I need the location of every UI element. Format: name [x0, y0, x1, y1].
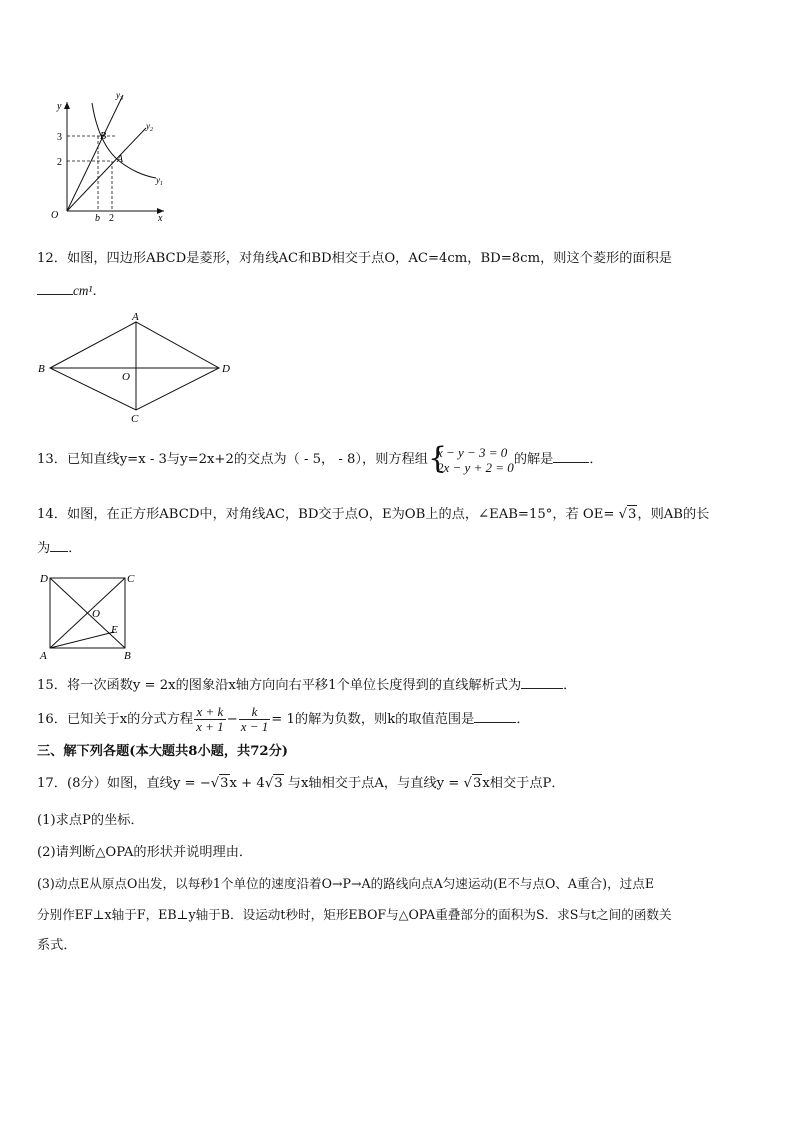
question-14-text: 14．如图，在正方形ABCD中，对角线AC，BD交于点O，E为OB上的点，∠EAB=15°，若 OE=	[37, 507, 619, 522]
y-axis-label: y	[57, 101, 62, 112]
rhombus-label-O: O	[122, 371, 130, 383]
point-B: B	[100, 131, 107, 142]
square-label-B: B	[124, 650, 131, 662]
question-14-line2: 为 ．	[37, 541, 82, 556]
x-tick-b: b	[95, 213, 100, 223]
answer-blank-16[interactable]	[474, 710, 516, 723]
question-12-unit: cm¹．	[73, 283, 106, 298]
square-label-C: C	[127, 573, 135, 585]
square-label-E: E	[111, 624, 118, 636]
question-17-a: 17．(8分）如图，直线y = −	[37, 776, 211, 791]
question-13: 13．已知直线y=x - 3与y=2x+2的交点为（ - 5， - 8），则方程组 { x − y − 3 = 0 2x − y + 2 = 0 的解是 ．	[37, 440, 603, 476]
question-14-end: ，则AB的长	[637, 507, 710, 522]
question-15-text: 15．将一次函数y = 2x的图象沿x轴方向向右平移1个单位长度得到的直线解析式为	[37, 678, 522, 693]
rhombus-figure	[36, 308, 241, 428]
curve-label-y3: $y_3$	[116, 90, 123, 102]
curve-label-y2: $y_2$	[146, 121, 153, 133]
equation-system: { x − y − 3 = 0 2x − y + 2 = 0	[427, 440, 514, 476]
fraction-1: $\frac{x + k}{x + 1}$	[196, 704, 224, 734]
square-figure	[38, 570, 143, 662]
answer-blank-14[interactable]	[50, 539, 68, 552]
function-graph-figure	[40, 88, 175, 223]
point-A: A	[117, 154, 124, 165]
question-14-line2-text: 为	[37, 541, 51, 556]
question-13-suffix: 的解是	[513, 452, 554, 467]
question-17-sub3-l1: (3)动点E从原点O出发，以每秒1个单位的速度沿着O→P→A的路线向点A匀速运动(E不与点O、A重合)，过点E	[37, 876, 655, 891]
sqrt-3: √3	[618, 507, 637, 522]
curve-label-y1: $y_1$	[156, 175, 163, 187]
question-17-c: 与x轴相交于点A，与直线y =	[283, 776, 464, 791]
rhombus-label-D: D	[222, 363, 230, 375]
square-label-D: D	[40, 573, 48, 585]
question-16-rest: = 1的解为负数，则k的取值范围是	[271, 712, 475, 727]
minus-sign: −	[226, 712, 238, 727]
rhombus-label-C: C	[131, 413, 139, 425]
question-17-sub1: (1)求点P的坐标．	[37, 813, 144, 828]
question-17	[37, 774, 565, 793]
square-label-A: A	[40, 650, 47, 662]
x-axis-label: x	[158, 213, 163, 223]
y-tick-2: 2	[57, 157, 62, 168]
question-16: 16．已知关于x的分式方程 $\frac{x + k}{x + 1}$ − $\frac{k}{x - 1}$ = 1的解为负数，则k的取值范围是 ．	[37, 704, 530, 734]
answer-blank-13[interactable]	[553, 450, 589, 463]
question-14-line1	[37, 505, 709, 524]
answer-blank-15[interactable]	[521, 676, 563, 689]
question-17-sub3-l3: 系式．	[37, 938, 77, 953]
question-16-prefix: 16．已知关于x的分式方程	[37, 712, 194, 727]
system-eq-1: x − y − 3 = 0	[436, 444, 508, 460]
question-17-sub2: (2)请判断△OPA的形状并说明理由．	[37, 845, 253, 860]
question-17-sub3-l2: 分别作EF⊥x轴于F，EB⊥y轴于B．设运动t秒时，矩形EBOF与△OPA重叠部分的面积为S．求S与t之间的函数关	[37, 907, 672, 922]
question-12-answer-line	[37, 282, 106, 301]
sqrt-3-c: √3	[463, 776, 482, 791]
sqrt-3-a: √3	[210, 776, 229, 791]
rhombus-label-A: A	[132, 311, 139, 323]
square-label-O: O	[92, 608, 100, 620]
question-17-d: x相交于点P．	[482, 776, 565, 791]
question-12	[37, 250, 672, 268]
question-15: 15．将一次函数y = 2x的图象沿x轴方向向右平移1个单位长度得到的直线解析式为 ．	[37, 678, 577, 693]
rhombus-label-B: B	[38, 363, 45, 375]
section-3-heading: 三、解下列各题(本大题共8小题，共72分)	[37, 744, 289, 759]
question-12-text: 12．如图，四边形ABCD是菱形，对角线AC和BD相交于点O，AC=4cm，BD=8cm，则这个菱形的面积是	[37, 251, 672, 266]
system-eq-2: 2x − y + 2 = 0	[436, 459, 514, 475]
y-tick-3: 3	[57, 132, 62, 143]
question-13-prefix: 13．已知直线y=x - 3与y=2x+2的交点为（ - 5， - 8），则方程组	[37, 452, 428, 467]
x-tick-2: 2	[109, 213, 114, 223]
origin-label: O	[51, 210, 59, 221]
question-17-b: x + 4	[229, 776, 265, 791]
fraction-2: $\frac{k}{x - 1}$	[240, 704, 269, 734]
answer-blank-12[interactable]	[37, 282, 73, 295]
sqrt-3-b: √3	[264, 776, 283, 791]
